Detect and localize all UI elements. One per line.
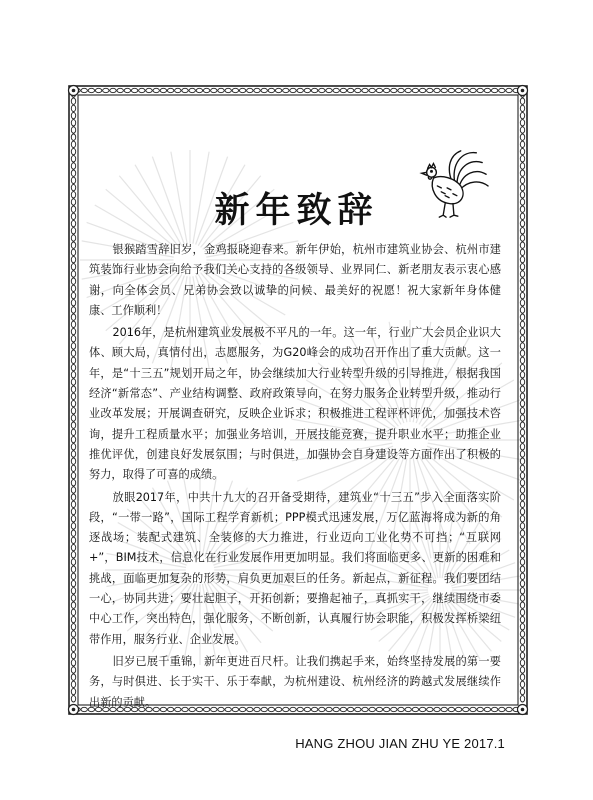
paragraph-4: 旧岁已展千重锦，新年更进百尺杆。让我们携起手来，始终坚持发展的第一要务，与时俱进、长于实干、乐于奉献，为杭州建设、杭州经济的跨越式发展继续作出新的贡献。 <box>89 654 501 709</box>
page-footer: HANG ZHOU JIAN ZHU YE 2017.1 <box>295 736 505 751</box>
page-title: 新年致辞 <box>214 190 379 232</box>
paragraph-2: 2016年，是杭州建筑业发展极不平凡的一年。这一年，行业广大会员企业识大体、顾大局，真情付出，志愿服务，为G20峰会的成功召开作出了重大贡献。这一年，是“十三五”规划开局之年，协会继续加大行业转型升级的引导推进，根据我国经济“新常态”、产业结构调整、政府政策导向，在努力服务企业转型升级，推动行业改革发展；开展调查研究，反映企业诉求；积极推进工程评杯评优，加强技术咨询，提升工程质量水平；加强业务培训，开展技能竞赛，提升职业水平；助推企业推优评优，创建良好发展氛围；与时俱进，加强协会自身建设等方面作出了积极的努力，取得了可喜的成绩。 <box>89 326 501 482</box>
paragraph-1: 银猴踏雪辞旧岁，金鸡报晓迎春来。新年伊始，杭州市建筑业协会、杭州市建筑装饰行业协会向给予我们关心支持的各级领导、业界同仁、新老朋友表示衷心感谢，向全体会员、兄弟协会致以诚挚的问候、最美好的祝愿！祝大家新年身体健康、工作顺利！ <box>89 243 501 317</box>
letter-body <box>89 240 501 715</box>
paragraph-3: 放眼2017年，中共十九大的召开备受期待，建筑业“十三五”步入全面落实阶段，“一带一路”，国际工程学育新机；PPP模式迅速发展，万亿蓝海将成为新的角逐战场；装配式建筑、全装修的大力推进，行业迈向工业化势不可挡；“互联网+”，BIM技术，信息化在行业发展作用更加明显。我们将面临更多、更新的困难和挑战，面临更加复杂的形势，肩负更加艰巨的任务。新起点，新征程。我们要团结一心，协同共进；要壮起胆子，开拓创新；要撸起袖子，真抓实干，继续围绕市委中心工作，突出特色，强化服务，不断创新，认真履行协会职能，积极发挥桥梁纽带作用，服务行业、企业发展。 <box>89 490 501 646</box>
rooster-illustration <box>412 145 490 223</box>
